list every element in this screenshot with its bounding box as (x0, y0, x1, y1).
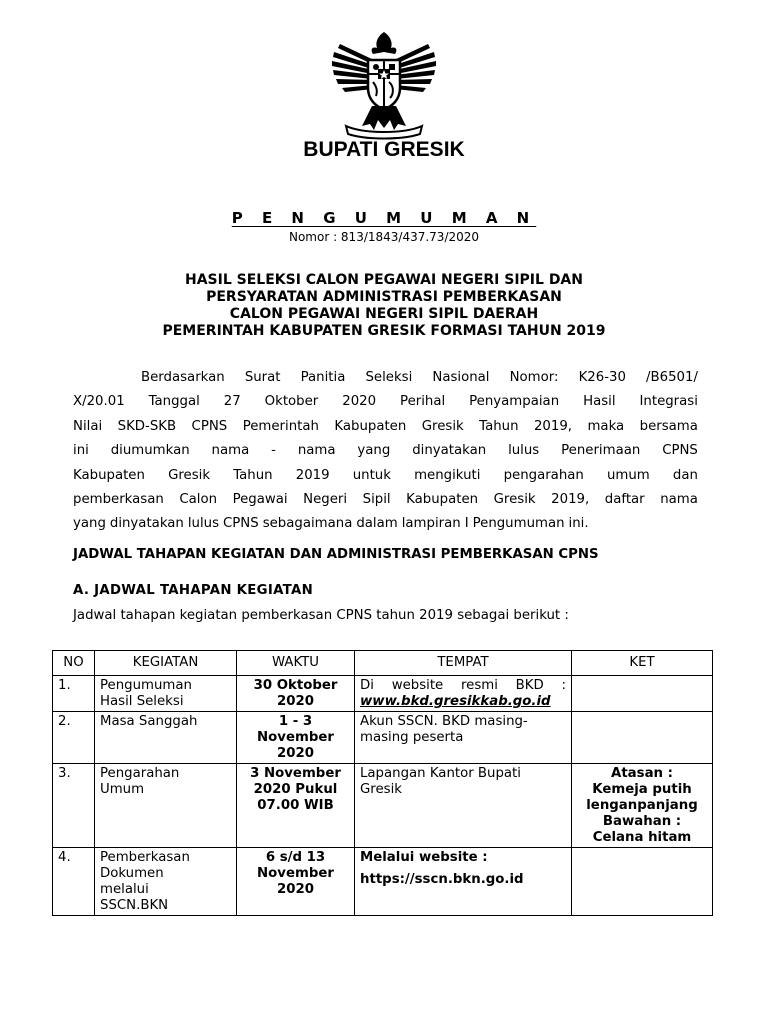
body-word: Gresik (168, 467, 211, 483)
cell-ket (572, 676, 713, 712)
body-word: diumumkan (110, 443, 190, 459)
cell-kegiatan (95, 676, 237, 712)
body-word: K26-30 (578, 370, 626, 385)
body-word: dan (672, 467, 698, 483)
body-word: Tahun (233, 467, 273, 483)
subsection-title: A. JADWAL TAHAPAN KEGIATAN (73, 583, 314, 598)
cell-line: Melalui website : (360, 850, 488, 865)
cell-ket (572, 848, 713, 916)
announcement-title: P E N G U M U M A N (231, 209, 537, 227)
cell-line: 2020 (276, 746, 314, 761)
body-word: pengarahan (503, 467, 584, 483)
body-word: - (271, 443, 276, 459)
body-word: bersama (639, 418, 698, 434)
cell-line: 6 s/d 13 (265, 850, 326, 865)
column-header-kegiatan: KEGIATAN (95, 651, 237, 676)
body-line (73, 464, 698, 488)
table-row (53, 712, 713, 764)
cell-line: lenganpanjang (586, 798, 698, 813)
body-word: sebagaimana (262, 516, 353, 532)
body-word: Nilai (73, 418, 103, 434)
body-word: Gresik (421, 418, 464, 434)
body-word: daftar (604, 492, 645, 508)
cell-line: Kemeja putih (592, 782, 692, 797)
body-word: Kabupaten (406, 492, 479, 508)
document-heading (0, 272, 768, 340)
cell-line: Pemberkasan (100, 850, 190, 865)
announcement-number: Nomor : 813/1843/437.73/2020 (288, 230, 480, 244)
body-word: SKD-SKB (117, 418, 177, 434)
cell-line: Hasil Seleksi (100, 694, 184, 709)
bkd-website-link[interactable]: www.bkd.gresikkab.go.id (360, 694, 551, 709)
cell-line: Atasan : (611, 766, 673, 781)
body-word: X/20.01 (73, 394, 125, 410)
body-word: Penerimaan (561, 443, 641, 459)
body-word: dalam (356, 516, 398, 532)
cell-kegiatan (95, 848, 237, 916)
body-word: Surat (244, 370, 281, 385)
cell-line: masing peserta (360, 730, 464, 745)
cell-kegiatan (95, 712, 237, 764)
body-word: Negeri (303, 492, 348, 508)
cell-line: 07.00 WIB (257, 798, 334, 813)
cell-line: Gresik (360, 782, 402, 797)
body-word: Calon (179, 492, 218, 508)
body-word: /B6501/ (646, 370, 698, 385)
cell-line: melalui (100, 882, 149, 897)
cell-no: 4. (53, 848, 95, 916)
cell-tempat (355, 712, 572, 764)
cell-waktu (237, 676, 355, 712)
body-word: lulus (187, 516, 220, 532)
body-word: Pengumuman (472, 516, 565, 532)
cell-line: Dokumen (100, 866, 164, 881)
body-word: Seleksi (365, 370, 413, 385)
cell-line: 3 November (250, 766, 341, 781)
body-word: lulus (508, 443, 540, 459)
body-word: maka (587, 418, 625, 434)
heading-line: PERSYARATAN ADMINISTRASI PEMBERKASAN (206, 289, 562, 305)
cell-line: Pengarahan (100, 766, 180, 781)
body-word: Oktober (264, 394, 319, 410)
body-word: CPNS (223, 516, 259, 532)
body-word: CPNS (662, 443, 698, 459)
cell-line: 2020 (276, 882, 314, 897)
schedule-table (52, 650, 713, 916)
issuer-title: BUPATI GRESIK (303, 138, 465, 161)
body-word: Panitia (300, 370, 346, 385)
cell-kegiatan (95, 764, 237, 848)
body-word: untuk (352, 467, 391, 483)
cell-waktu (237, 848, 355, 916)
column-header-no: NO (53, 651, 95, 676)
cell-line: SSCN.BKN (100, 898, 169, 913)
cell-line: Lapangan Kantor Bupati (360, 766, 521, 781)
body-word: 27 (223, 394, 241, 410)
cell-line: 2020 (276, 694, 314, 709)
cell-ket (572, 764, 713, 848)
cell-no: 2. (53, 712, 95, 764)
body-word: Sipil (362, 492, 391, 508)
body-word: yang (357, 443, 391, 459)
body-word: Pegawai (232, 492, 288, 508)
section-title: JADWAL TAHAPAN KEGIATAN DAN ADMINISTRASI PEMBERKASAN CPNS (73, 547, 599, 562)
body-word: ini (73, 443, 89, 459)
body-line (73, 390, 698, 414)
cell-line: 30 Oktober (253, 678, 338, 693)
body-word: Nomor: (509, 370, 559, 385)
table-header-row (53, 651, 713, 676)
heading-line: CALON PEGAWAI NEGERI SIPIL DAERAH (229, 306, 539, 322)
cell-no: 1. (53, 676, 95, 712)
body-word: Berdasarkan (141, 370, 225, 385)
cell-line: Pengumuman (100, 678, 192, 693)
body-word: umum (607, 467, 650, 483)
column-header-ket: KET (572, 651, 713, 676)
body-word: dinyatakan (412, 443, 487, 459)
body-word: nama (297, 443, 336, 459)
body-word: yang (73, 516, 106, 532)
body-word: CPNS (191, 418, 228, 434)
body-word: Kabupaten (73, 467, 145, 483)
body-word: Perihal (400, 394, 446, 410)
body-word: Tahun (479, 418, 519, 434)
column-header-waktu: WAKTU (237, 651, 355, 676)
body-word: I (464, 516, 469, 532)
body-line (73, 439, 698, 463)
body-word: nama (211, 443, 250, 459)
cell-ket (572, 712, 713, 764)
body-paragraph (73, 366, 698, 537)
cell-line: Di website resmi BKD : (360, 678, 566, 693)
table-row (53, 676, 713, 712)
cell-line: November (257, 866, 334, 881)
garuda-pancasila-emblem (328, 30, 440, 140)
cell-tempat (355, 764, 572, 848)
cell-line: 1 - 3 (278, 714, 313, 729)
cell-line: Umum (100, 782, 145, 797)
cell-line: 2020 Pukul (253, 782, 338, 797)
table-row (53, 848, 713, 916)
body-word: 2020 (342, 394, 377, 410)
body-word: Hasil (583, 394, 616, 410)
body-word: Tanggal (148, 394, 200, 410)
body-word: 2019, (533, 418, 573, 434)
column-header-tempat: TEMPAT (355, 651, 572, 676)
sscn-website-link[interactable]: https://sscn.bkn.go.id (360, 872, 524, 887)
cell-tempat (355, 848, 572, 916)
cell-waktu (237, 764, 355, 848)
cell-line: Celana hitam (592, 830, 692, 845)
body-word: dinyatakan (109, 516, 184, 532)
body-word: 2019, (551, 492, 590, 508)
body-word: pemberkasan (73, 492, 164, 508)
body-line (73, 366, 698, 390)
body-word: Integrasi (639, 394, 698, 410)
body-line (73, 488, 698, 512)
body-word: ini. (568, 516, 589, 532)
cell-line: Bawahan : (602, 814, 682, 829)
body-line (73, 415, 698, 439)
cell-line: Masa Sanggah (100, 714, 198, 729)
cell-line: November (257, 730, 334, 745)
body-word: 2019 (295, 467, 330, 483)
heading-line: HASIL SELEKSI CALON PEGAWAI NEGERI SIPIL DAN (185, 272, 583, 288)
schedule-intro: Jadwal tahapan kegiatan pemberkasan CPNS tahun 2019 sebagai berikut : (73, 608, 569, 623)
body-word: Nasional (432, 370, 490, 385)
body-word: Kabupaten (334, 418, 407, 434)
body-word: Gresik (493, 492, 536, 508)
table-row (53, 764, 713, 848)
body-word: mengikuti (414, 467, 481, 483)
heading-line: PEMERINTAH KABUPATEN GRESIK FORMASI TAHUN 2019 (162, 323, 606, 339)
body-word: Penyampaian (469, 394, 560, 410)
cell-waktu (237, 712, 355, 764)
body-word: Pemerintah (242, 418, 319, 434)
cell-line: Akun SSCN. BKD masing- (360, 714, 528, 729)
body-word: nama (660, 492, 698, 508)
cell-tempat (355, 676, 572, 712)
body-line (73, 512, 698, 536)
body-word: lampiran (401, 516, 461, 532)
cell-no: 3. (53, 764, 95, 848)
